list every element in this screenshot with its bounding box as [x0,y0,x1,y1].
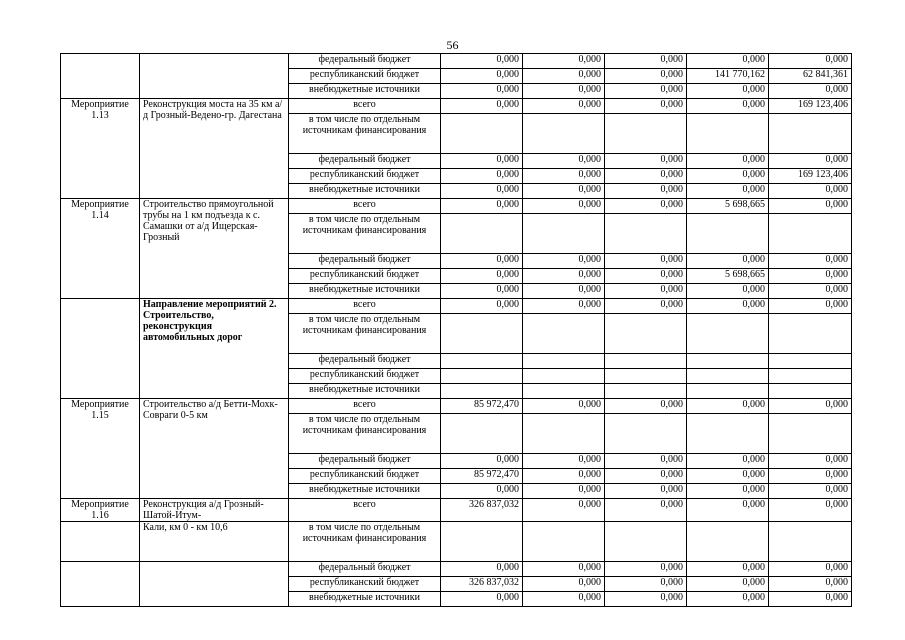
amount-cell: 62 841,361 [769,69,852,84]
amount-cell: 0,000 [769,284,852,299]
amount-cell: 0,000 [441,154,523,169]
measure-name-cell: Реконструкция а/д Грозный-Шатой-Итум- [140,499,289,522]
table-row [61,54,852,69]
measure-id-cell: Мероприятие 1.14 [61,199,140,299]
funding-source-cell: в том числе по отдельным источникам финансирования [289,214,441,254]
funding-source-cell: в том числе по отдельным источникам финансирования [289,522,441,562]
amount-cell [523,414,605,454]
measure-id-cell [61,54,140,99]
amount-cell: 0,000 [687,454,769,469]
amount-cell: 0,000 [523,199,605,214]
amount-cell: 0,000 [687,484,769,499]
amount-cell: 0,000 [687,84,769,99]
funding-source-cell: внебюджетные источники [289,284,441,299]
amount-cell [687,384,769,399]
amount-cell: 0,000 [687,54,769,69]
amount-cell [605,369,687,384]
measure-name-cell [140,54,289,99]
funding-source-cell: республиканский бюджет [289,169,441,184]
amount-cell: 0,000 [605,454,687,469]
amount-cell: 0,000 [441,284,523,299]
amount-cell: 0,000 [605,284,687,299]
amount-cell [441,384,523,399]
amount-cell [687,414,769,454]
measure-name-cell [140,562,289,607]
amount-cell: 0,000 [441,269,523,284]
amount-cell [687,214,769,254]
amount-cell [523,114,605,154]
amount-cell: 0,000 [441,169,523,184]
amount-cell [687,354,769,369]
amount-cell: 0,000 [523,499,605,522]
funding-source-cell: внебюджетные источники [289,184,441,199]
amount-cell: 0,000 [441,592,523,607]
amount-cell: 0,000 [523,284,605,299]
amount-cell: 0,000 [441,69,523,84]
amount-cell: 0,000 [687,577,769,592]
amount-cell: 0,000 [605,54,687,69]
amount-cell [687,369,769,384]
funding-source-cell: республиканский бюджет [289,469,441,484]
amount-cell: 5 698,665 [687,199,769,214]
measure-name-cell: Кали, км 0 - км 10,6 [140,522,289,562]
amount-cell: 0,000 [687,284,769,299]
amount-cell [769,384,852,399]
financing-table [60,53,852,607]
amount-cell: 0,000 [605,469,687,484]
amount-cell [769,354,852,369]
measure-name-cell: Строительство прямоугольной трубы на 1 км подъезда к с. Самашки от а/д Ищерская-Грозный [140,199,289,299]
amount-cell [441,414,523,454]
amount-cell [687,114,769,154]
amount-cell: 0,000 [523,399,605,414]
amount-cell: 0,000 [441,484,523,499]
amount-cell: 0,000 [441,54,523,69]
funding-source-cell: республиканский бюджет [289,69,441,84]
amount-cell: 0,000 [441,84,523,99]
measure-name-cell: Реконструкция моста на 35 км а/д Грозный-Ведено-гр. Дагестана [140,99,289,199]
amount-cell: 0,000 [605,484,687,499]
amount-cell [769,414,852,454]
amount-cell: 0,000 [769,454,852,469]
amount-cell [769,214,852,254]
amount-cell: 0,000 [523,454,605,469]
amount-cell: 0,000 [605,269,687,284]
funding-source-cell: федеральный бюджет [289,454,441,469]
amount-cell: 0,000 [605,154,687,169]
amount-cell: 0,000 [605,499,687,522]
amount-cell [605,522,687,562]
amount-cell [605,214,687,254]
amount-cell: 0,000 [769,562,852,577]
amount-cell: 0,000 [605,299,687,314]
amount-cell: 0,000 [687,154,769,169]
table-row [61,99,852,114]
amount-cell: 0,000 [769,577,852,592]
amount-cell: 0,000 [523,184,605,199]
funding-source-cell: республиканский бюджет [289,369,441,384]
funding-source-cell: всего [289,499,441,522]
amount-cell: 141 770,162 [687,69,769,84]
amount-cell: 0,000 [523,154,605,169]
measure-id-cell: Мероприятие 1.13 [61,99,140,199]
amount-cell: 0,000 [605,577,687,592]
amount-cell: 0,000 [441,99,523,114]
amount-cell [441,354,523,369]
amount-cell: 0,000 [769,54,852,69]
amount-cell [769,314,852,354]
amount-cell: 0,000 [523,54,605,69]
table-row [61,499,852,522]
amount-cell: 0,000 [687,499,769,522]
amount-cell: 326 837,032 [441,499,523,522]
funding-source-cell: всего [289,399,441,414]
measure-name-cell: Направление мероприятий 2. Строительство, реконструкция автомобильных дорог [140,299,289,399]
amount-cell [523,369,605,384]
amount-cell: 0,000 [441,299,523,314]
amount-cell: 0,000 [441,184,523,199]
amount-cell: 0,000 [769,84,852,99]
amount-cell: 0,000 [687,592,769,607]
funding-source-cell: внебюджетные источники [289,484,441,499]
table-row [61,399,852,414]
amount-cell [769,522,852,562]
page-number: 56 [446,38,459,52]
funding-source-cell: всего [289,99,441,114]
amount-cell: 0,000 [441,199,523,214]
amount-cell: 0,000 [769,399,852,414]
table-row [61,562,852,577]
amount-cell [769,114,852,154]
funding-source-cell: республиканский бюджет [289,269,441,284]
amount-cell: 0,000 [523,269,605,284]
measure-name-cell: Строительство а/д Бетти-Мохк-Совраги 0-5 км [140,399,289,499]
amount-cell: 0,000 [523,469,605,484]
table-row [61,199,852,214]
funding-source-cell: всего [289,299,441,314]
amount-cell [605,414,687,454]
funding-source-cell: в том числе по отдельным источникам финансирования [289,114,441,154]
funding-source-cell: федеральный бюджет [289,562,441,577]
funding-source-cell: всего [289,199,441,214]
amount-cell: 0,000 [605,69,687,84]
amount-cell: 0,000 [687,99,769,114]
amount-cell [523,522,605,562]
amount-cell [605,354,687,369]
amount-cell [769,369,852,384]
funding-source-cell: внебюджетные источники [289,384,441,399]
amount-cell [441,214,523,254]
amount-cell: 0,000 [769,469,852,484]
amount-cell [605,314,687,354]
funding-source-cell: федеральный бюджет [289,54,441,69]
amount-cell: 0,000 [605,184,687,199]
funding-source-cell: внебюджетные источники [289,592,441,607]
amount-cell: 0,000 [687,562,769,577]
amount-cell [523,384,605,399]
amount-cell: 0,000 [605,199,687,214]
funding-source-cell: республиканский бюджет [289,577,441,592]
amount-cell: 5 698,665 [687,269,769,284]
amount-cell: 0,000 [605,99,687,114]
amount-cell: 0,000 [523,562,605,577]
amount-cell: 0,000 [605,84,687,99]
amount-cell: 0,000 [769,184,852,199]
amount-cell: 0,000 [441,562,523,577]
amount-cell [605,114,687,154]
funding-source-cell: в том числе по отдельным источникам финансирования [289,314,441,354]
amount-cell [441,522,523,562]
table-row [61,522,852,562]
amount-cell: 0,000 [605,562,687,577]
amount-cell: 0,000 [687,169,769,184]
amount-cell: 0,000 [523,254,605,269]
funding-source-cell: внебюджетные источники [289,84,441,99]
amount-cell [441,314,523,354]
amount-cell: 0,000 [687,399,769,414]
measure-id-cell: Мероприятие 1.15 [61,399,140,499]
amount-cell [687,522,769,562]
amount-cell: 0,000 [523,69,605,84]
amount-cell: 0,000 [769,254,852,269]
amount-cell [605,384,687,399]
measure-id-cell: Мероприятие 1.16 [61,499,140,522]
amount-cell [687,314,769,354]
amount-cell: 0,000 [769,199,852,214]
funding-source-cell: федеральный бюджет [289,254,441,269]
amount-cell: 0,000 [605,592,687,607]
amount-cell: 169 123,406 [769,99,852,114]
table-row [61,299,852,314]
amount-cell [523,214,605,254]
amount-cell: 0,000 [769,592,852,607]
amount-cell: 0,000 [523,484,605,499]
amount-cell: 0,000 [523,299,605,314]
funding-source-cell: федеральный бюджет [289,154,441,169]
amount-cell [523,354,605,369]
amount-cell: 0,000 [605,254,687,269]
amount-cell: 0,000 [605,399,687,414]
amount-cell [523,314,605,354]
amount-cell: 85 972,470 [441,469,523,484]
amount-cell: 0,000 [523,577,605,592]
amount-cell: 0,000 [687,299,769,314]
amount-cell [441,369,523,384]
amount-cell: 0,000 [441,254,523,269]
funding-source-cell: в том числе по отдельным источникам финансирования [289,414,441,454]
measure-id-cell [61,562,140,607]
amount-cell: 0,000 [523,99,605,114]
amount-cell: 0,000 [769,154,852,169]
amount-cell: 0,000 [605,169,687,184]
amount-cell: 0,000 [769,484,852,499]
amount-cell: 326 837,032 [441,577,523,592]
amount-cell: 0,000 [523,84,605,99]
amount-cell: 169 123,406 [769,169,852,184]
amount-cell: 0,000 [687,469,769,484]
amount-cell: 0,000 [523,592,605,607]
amount-cell: 0,000 [687,184,769,199]
amount-cell [441,114,523,154]
amount-cell: 0,000 [441,454,523,469]
amount-cell: 0,000 [687,254,769,269]
funding-source-cell: федеральный бюджет [289,354,441,369]
amount-cell: 0,000 [769,269,852,284]
amount-cell: 85 972,470 [441,399,523,414]
amount-cell: 0,000 [769,499,852,522]
measure-id-cell [61,522,140,562]
measure-id-cell [61,299,140,399]
amount-cell: 0,000 [523,169,605,184]
amount-cell: 0,000 [769,299,852,314]
